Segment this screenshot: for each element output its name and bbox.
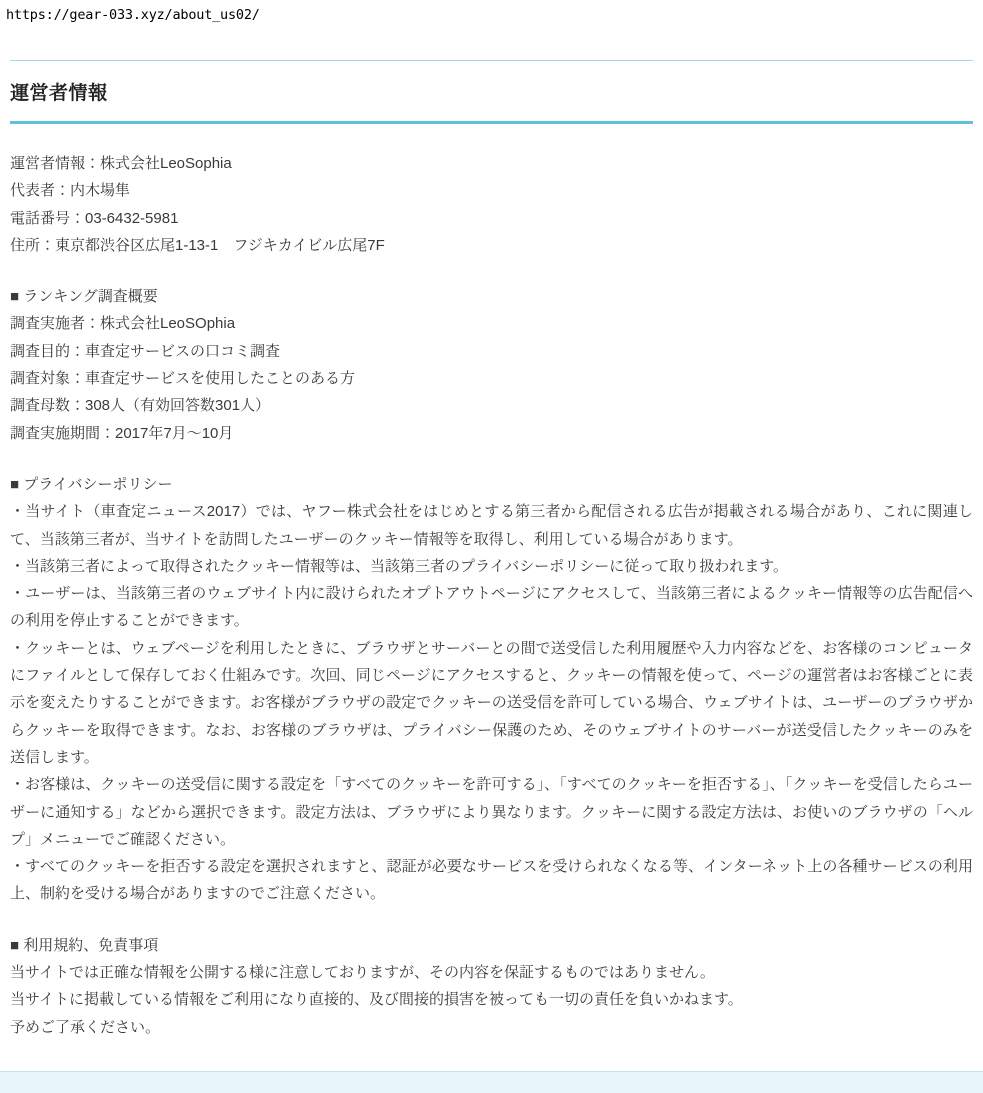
survey-line: 調査実施者：株式会社LeoSOphia bbox=[10, 315, 236, 333]
privacy-policy-block bbox=[10, 471, 973, 908]
survey-block bbox=[10, 283, 973, 447]
privacy-paragraph: ・当サイト（車査定ニュース2017）では、ヤフー株式会社をはじめとする第三者から配信される広告が掲載される場合があり、これに関連して、当該第三者が、当サイトを訪問したユーザーのクッキー情報等を取得し、利用している場合があります。 bbox=[10, 503, 973, 548]
survey-heading: ■ ランキング調査概要 bbox=[10, 288, 158, 306]
survey-line: 調査実施期間：2017年7月〜10月 bbox=[10, 424, 234, 442]
survey-line: 調査目的：車査定サービスの口コミ調査 bbox=[10, 342, 281, 360]
url-text: https://gear-033.xyz/about_us02/ bbox=[6, 7, 260, 23]
title-accent-rule bbox=[10, 121, 973, 124]
terms-paragraph: 予めご了承ください。 bbox=[10, 1018, 161, 1036]
operator-info-block bbox=[10, 150, 973, 259]
operator-info-line: 住所：東京都渋谷区広尾1-13-1 フジキカイビル広尾7F bbox=[10, 236, 385, 254]
block-spacer bbox=[10, 908, 973, 932]
block-spacer bbox=[10, 447, 973, 471]
privacy-paragraph: ・当該第三者によって取得されたクッキー情報等は、当該第三者のプライバシーポリシーに従って取り扱われます。 bbox=[10, 557, 789, 575]
survey-line: 調査母数：308人（有効回答数301人） bbox=[10, 397, 271, 415]
operator-info-line: 代表者：内木場隼 bbox=[10, 182, 131, 200]
block-spacer bbox=[10, 259, 973, 283]
terms-paragraph: 当サイトでは正確な情報を公開する様に注意しておりますが、その内容を保証するものではありません。 bbox=[10, 964, 715, 982]
page-content bbox=[0, 60, 983, 1041]
page-title: 運営者情報 bbox=[10, 83, 108, 104]
terms-block bbox=[10, 932, 973, 1041]
terms-paragraph: 当サイトに掲載している情報をご利用になり直接的、及び間接的損害を被っても一切の責任を負いかねます。 bbox=[10, 991, 743, 1009]
privacy-heading: ■ プライバシーポリシー bbox=[10, 475, 173, 493]
privacy-paragraph: ・クッキーとは、ウェブページを利用したときに、ブラウザとサーバーとの間で送受信した利用履歴や入力内容などを、お客様のコンピュータにファイルとして保存しておく仕組みです。次回、同じページにアクセスすると、クッキーの情報を使って、ページの運営者はお客様ごとに表示を変えたりすることができます。お客様がブラウザの設定でクッキーの送受信を許可している場合、ウェブサイトは、ユーザーのブラウザからクッキーを取得できます。なお、お客様のブラウザは、プライバシー保護のため、そのウェブサイトのサーバーが送受信したクッキーのみを送信します。 bbox=[10, 639, 973, 766]
browser-url-bar[interactable] bbox=[0, 0, 983, 23]
privacy-paragraph: ・ユーザーは、当該第三者のウェブサイト内に設けられたオプトアウトページにアクセスして、当該第三者によるクッキー情報等の広告配信への利用を停止することができます。 bbox=[10, 585, 973, 630]
survey-line: 調査対象：車査定サービスを使用したことのある方 bbox=[10, 370, 356, 388]
footer-band bbox=[0, 1071, 983, 1093]
privacy-paragraph: ・すべてのクッキーを拒否する設定を選択されますと、認証が必要なサービスを受けられなくなる等、インターネット上の各種サービスの利用上、制約を受ける場合がありますのでご注意ください。 bbox=[10, 858, 973, 903]
terms-heading: ■ 利用規約、免責事項 bbox=[10, 936, 159, 954]
operator-info-line: 電話番号：03-6432-5981 bbox=[10, 209, 179, 227]
operator-info-line: 運営者情報：株式会社LeoSophia bbox=[10, 155, 232, 172]
privacy-paragraph: ・お客様は、クッキーの送受信に関する設定を「すべてのクッキーを許可する」、「すべてのクッキーを拒否する」、「クッキーを受信したらユーザーに通知する」などから選択できます。設定方法は、ブラウザにより異なります。クッキーに関する設定方法は、お使いのブラウザの「ヘルプ」メニューでご確認ください。 bbox=[10, 776, 973, 848]
